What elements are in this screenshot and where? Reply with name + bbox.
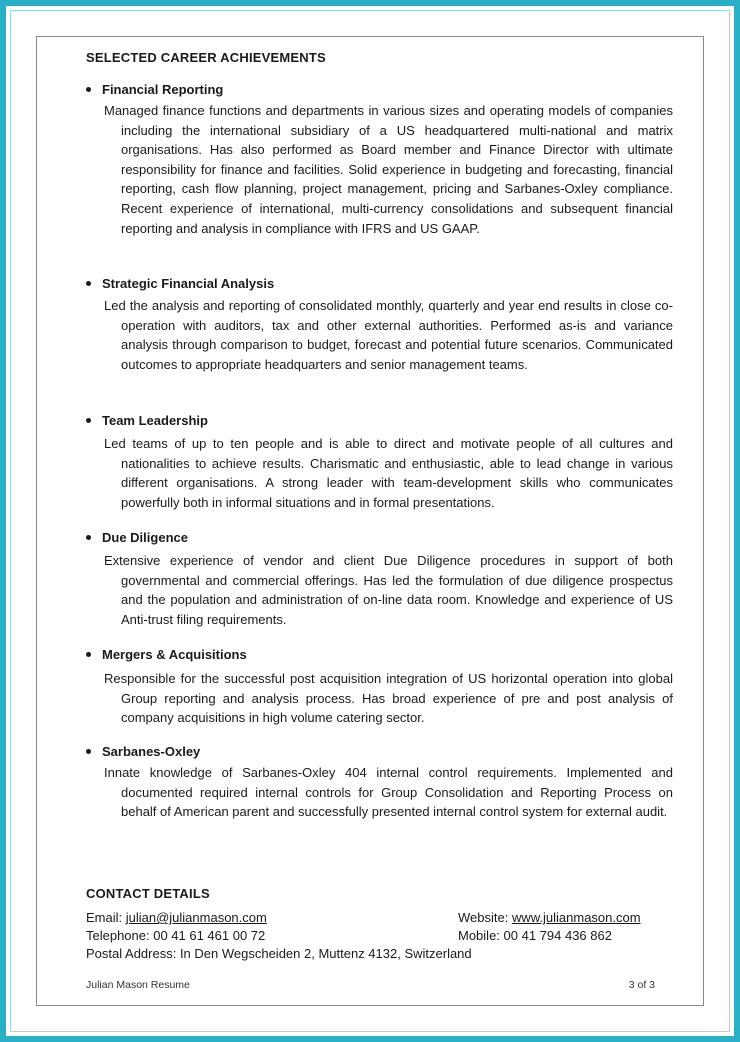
achievement-heading: Mergers & Acquisitions bbox=[86, 647, 247, 662]
achievement-body: Extensive experience of vendor and client Due Diligence procedures in support of both governmental and commercial offerings. Has led the formulation of due diligence prospectus and the population and administration of on-line data room. Knowledge and experience of US Anti-trust filing requirements. bbox=[104, 553, 673, 627]
bullet-icon bbox=[86, 749, 91, 754]
achievement-heading: Financial Reporting bbox=[86, 82, 223, 97]
achievement-heading: Strategic Financial Analysis bbox=[86, 276, 274, 291]
mobile-line: Mobile: 00 41 794 436 862 bbox=[458, 928, 612, 943]
bullet-icon bbox=[86, 535, 91, 540]
achievement-body: Managed finance functions and departments in various sizes and operating models of companies including the international subsidiary of a US headquartered multi-national and matrix organisations. Has also performed as Board member and Finance Director with ultimate responsibility for finance and facilities. Solid experience in budgeting and forecasting, financial reporting, cash flow planning, project management, pricing and Sarbanes-Oxley compliance. Recent experience of international, multi-currency consolidations and subsequent financial reporting and analysis in compliance with IFRS and US GAAP. bbox=[104, 103, 673, 236]
bullet-icon bbox=[86, 652, 91, 657]
website-link[interactable]: www.julianmason.com bbox=[511, 910, 641, 925]
bullet-icon bbox=[86, 87, 91, 92]
achievement-heading: Due Diligence bbox=[86, 530, 188, 545]
email-line: Email: julian@julianmason.com bbox=[86, 910, 267, 925]
achievement-body: Led teams of up to ten people and is able to direct and motivate people of all cultures and nationalities to achieve results. Charismatic and enthusiastic, able to lead change in various different organisations. A strong leader with team-development skills who communicates powerfully both in informal situations and in formal presentations. bbox=[104, 436, 673, 510]
bullet-icon bbox=[86, 281, 91, 286]
email-link[interactable]: julian@julianmason.com bbox=[125, 910, 267, 925]
footer-name: Julian Mason Resume bbox=[86, 979, 190, 991]
achievement-heading: Sarbanes-Oxley bbox=[86, 744, 200, 759]
website-line: Website: www.julianmason.com bbox=[458, 910, 641, 925]
achievement-body: Responsible for the successful post acquisition integration of US horizontal operation into global Group reporting and analysis process. Has broad experience of pre and post analysis of company acquisitions in high volume catering sector. bbox=[104, 671, 673, 726]
page-number: 3 of 3 bbox=[628, 979, 655, 991]
telephone-line: Telephone: 00 41 61 461 00 72 bbox=[86, 928, 266, 943]
achievement-body: Innate knowledge of Sarbanes-Oxley 404 internal control requirements. Implemented and documented required internal controls for Group Consolidation and Reporting Process on behalf of American parent and successfully presented internal control system for external audit. bbox=[104, 765, 673, 820]
bullet-icon bbox=[86, 418, 91, 423]
contact-title: CONTACT DETAILS bbox=[86, 886, 210, 901]
postal-address: Postal Address: In Den Wegscheiden 2, Muttenz 4132, Switzerland bbox=[86, 946, 472, 961]
achievement-body: Led the analysis and reporting of consolidated monthly, quarterly and year end results in close co-operation with auditors, tax and other external authorities. Performed as-is and variance analysis through comparison to budget, forecast and potential future scenarios. Communicated outcomes to appropriate headquarters and senior management teams. bbox=[104, 298, 673, 372]
achievements-title: SELECTED CAREER ACHIEVEMENTS bbox=[86, 50, 326, 65]
resume-page bbox=[36, 36, 704, 1006]
achievement-heading: Team Leadership bbox=[86, 413, 208, 428]
